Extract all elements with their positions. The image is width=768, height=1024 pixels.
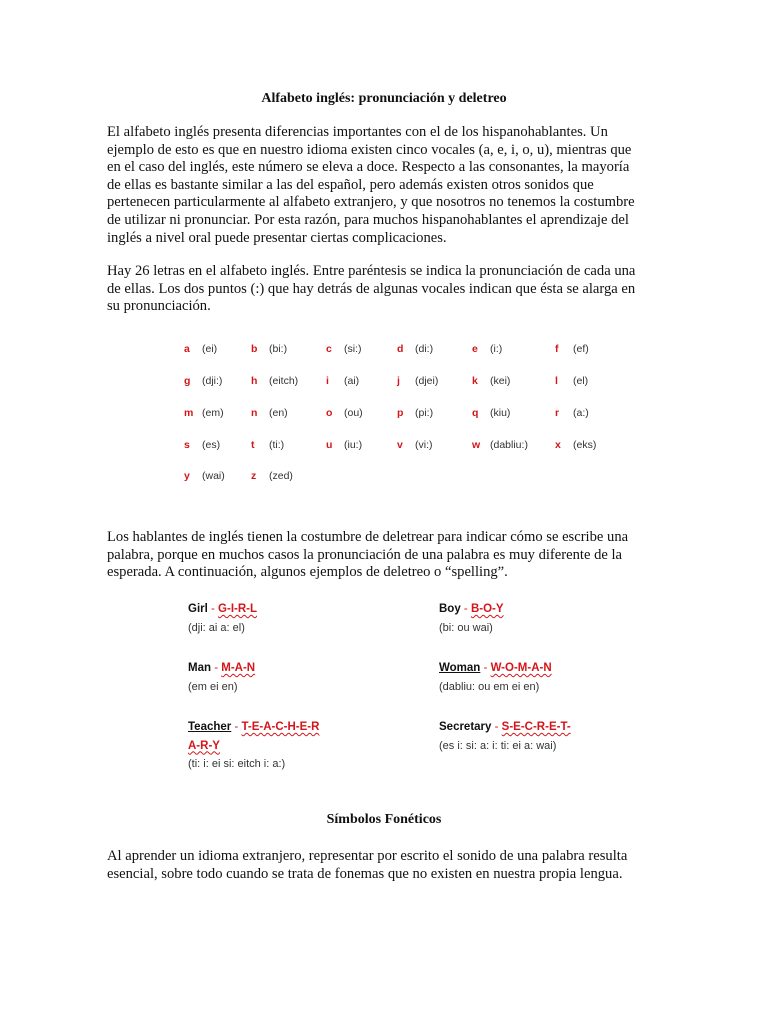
spelling-word: Boy <box>439 603 461 615</box>
alphabet-entry <box>251 375 298 391</box>
alphabet-pronunciation: (kiu) <box>490 407 511 419</box>
text-line: Hay 26 letras en el alfabeto inglés. Entre paréntesis se indica la pronunciación de cada una <box>107 263 636 279</box>
alphabet-letter: q <box>472 407 479 419</box>
document-title: Alfabeto inglés: pronunciación y deletreo <box>261 91 507 106</box>
spelling-word-line <box>188 718 418 737</box>
spelling-word: Man <box>188 662 211 674</box>
alphabet-pronunciation: (eitch) <box>269 375 299 387</box>
phonetic-paragraph <box>107 848 659 883</box>
alphabet-letter: b <box>251 343 258 355</box>
text-line: de ellas es bastante similar a las del español, pero además existen otros sonidos que <box>107 176 594 193</box>
alphabet-letter: a <box>184 343 190 355</box>
alphabet-pronunciation: (es) <box>202 439 221 451</box>
spelling-dash: - <box>211 662 222 674</box>
alphabet-letter: m <box>184 407 194 419</box>
alphabet-entry <box>472 407 510 423</box>
spelling-example <box>439 718 669 755</box>
spelling-pronunciation: (es i: si: a: i: ti: ei a: wai) <box>439 739 557 752</box>
text-line: en el caso del inglés, este número se eleva a doce. Respecto a las consonantes, la mayoría <box>107 159 630 176</box>
alphabet-letter: f <box>555 343 559 355</box>
spelling-pronunciation: (ti: i: ei si: eitch i: a:) <box>188 758 286 771</box>
alphabet-entry <box>472 439 528 455</box>
spelling-pronunciation: (bi: ou wai) <box>439 621 493 634</box>
spelling-word-line <box>188 600 418 619</box>
alphabet-pronunciation: (a:) <box>573 407 589 419</box>
alphabet-pronunciation: (em) <box>202 407 224 419</box>
alphabet-letter: h <box>251 375 258 387</box>
alphabet-letter: o <box>326 407 333 419</box>
section-title: Símbolos Fonéticos <box>326 812 442 827</box>
spelling-example <box>188 659 418 696</box>
alphabet-entry <box>326 407 363 423</box>
text-line: pertenecen particularmente al alfabeto extranjero, y que nosotros no tenemos la costumbre <box>107 194 635 211</box>
spelling-word-line <box>188 659 418 678</box>
alphabet-pronunciation: (ai) <box>344 375 360 387</box>
alphabet-entry <box>251 407 288 423</box>
alphabet-letter: w <box>472 439 481 451</box>
alphabet-pronunciation: (el) <box>573 375 589 387</box>
spelling-word: Teacher <box>188 721 232 733</box>
alphabet-letter: x <box>555 439 561 451</box>
alphabet-pronunciation: (en) <box>269 407 288 419</box>
alphabet-letter: r <box>555 407 560 419</box>
spelling-letters: W-O-M-A-N <box>490 662 552 674</box>
alphabet-entry <box>397 439 433 455</box>
alphabet-pronunciation: (dji:) <box>202 375 223 387</box>
text-line: palabra, porque en muchos casos la pronunciación de una palabra es muy diferente de la <box>107 546 623 563</box>
alphabet-letter: l <box>555 375 558 387</box>
text-line: inglés a nivel oral puede presentar ciertas complicaciones. <box>107 229 447 246</box>
spelling-word: Girl <box>188 603 208 615</box>
spelling-intro-paragraph <box>107 529 659 582</box>
alphabet-pronunciation: (ou) <box>344 407 363 419</box>
text-line: su pronunciación. <box>107 298 211 315</box>
alphabet-entry <box>184 343 217 359</box>
alphabet-letter: j <box>397 375 400 387</box>
alphabet-entry <box>251 470 293 486</box>
intro-paragraph <box>107 124 659 247</box>
alphabet-entry <box>251 343 287 359</box>
spelling-dash: - <box>491 721 502 733</box>
alphabet-entry <box>555 375 588 391</box>
alphabet-letter: c <box>326 343 332 355</box>
spelling-example <box>439 659 669 696</box>
text-line: Al aprender un idioma extranjero, representar por escrito el sonido de una palabra resulta <box>107 848 628 864</box>
spelling-letters: S-E-C-R-E-T- <box>501 721 571 733</box>
alphabet-pronunciation: (pi:) <box>415 407 434 419</box>
alphabet-letter: p <box>397 407 404 419</box>
alphabet-letter: g <box>184 375 191 387</box>
alphabet-letter: i <box>326 375 329 387</box>
alphabet-entry <box>184 407 224 423</box>
alphabet-intro-paragraph <box>107 263 659 316</box>
alphabet-entry <box>472 343 502 359</box>
alphabet-pronunciation: (bi:) <box>269 343 288 355</box>
alphabet-pronunciation: (zed) <box>269 470 293 482</box>
spelling-letters-continued: A-R-Y <box>188 739 220 752</box>
alphabet-pronunciation: (dabliu:) <box>490 439 528 451</box>
alphabet-entry <box>251 439 284 455</box>
alphabet-entry <box>397 343 433 359</box>
alphabet-letter: t <box>251 439 255 451</box>
alphabet-letter: d <box>397 343 404 355</box>
spelling-letters: B-O-Y <box>470 603 504 615</box>
alphabet-pronunciation: (ti:) <box>269 439 285 451</box>
spelling-example <box>188 718 418 774</box>
spelling-word: Woman <box>439 662 481 674</box>
alphabet-pronunciation: (di:) <box>415 343 434 355</box>
alphabet-entry <box>326 375 359 391</box>
spelling-pronunciation: (em ei en) <box>188 680 238 693</box>
alphabet-entry <box>184 439 220 455</box>
alphabet-pronunciation: (vi:) <box>415 439 433 451</box>
alphabet-pronunciation: (iu:) <box>344 439 363 451</box>
text-line: Los hablantes de inglés tienen la costumbre de deletrear para indicar cómo se escribe una <box>107 529 629 545</box>
spelling-pronunciation: (dabliu: ou em ei en) <box>439 680 540 693</box>
text-line: de ellas. Los dos puntos (:) que hay detrás de algunas vocales indican que ésta se alarga en <box>107 280 636 297</box>
spelling-word-line <box>439 659 669 678</box>
alphabet-pronunciation: (djei) <box>415 375 439 387</box>
alphabet-entry <box>555 407 589 423</box>
alphabet-pronunciation: (wai) <box>202 470 225 482</box>
spelling-dash: - <box>480 662 491 674</box>
text-line: esencial, sobre todo cuando se trata de fonemas que no existen en nuestra propia lengua. <box>107 865 623 882</box>
text-line: esperada. A continuación, algunos ejemplos de deletreo o “spelling”. <box>107 564 508 581</box>
spelling-letters: M-A-N <box>221 662 256 674</box>
alphabet-entry <box>472 375 510 391</box>
alphabet-entry <box>555 439 596 455</box>
alphabet-letter: k <box>472 375 478 387</box>
spelling-continuation-line <box>188 737 418 756</box>
spelling-dash: - <box>460 603 471 615</box>
spelling-word-line <box>439 600 669 619</box>
spelling-example <box>188 600 418 637</box>
alphabet-pronunciation: (si:) <box>344 343 362 355</box>
alphabet-entry <box>397 407 433 423</box>
spelling-letters: G-I-R-L <box>218 603 258 615</box>
spelling-word-line <box>439 718 669 737</box>
text-line: ejemplo de esto es que en nuestro idioma existen cinco vocales (a, e, i, o, u), mientras que <box>107 141 632 158</box>
spelling-pronunciation: (dji: ai a: el) <box>188 621 245 634</box>
alphabet-entry <box>184 375 222 391</box>
alphabet-letter: z <box>251 470 257 482</box>
alphabet-letter: e <box>472 343 478 355</box>
alphabet-letter: n <box>251 407 258 419</box>
alphabet-pronunciation: (ei) <box>202 343 218 355</box>
alphabet-letter: v <box>397 439 403 451</box>
spelling-letters: T-E-A-C-H-E-R <box>241 721 320 733</box>
alphabet-pronunciation: (ef) <box>573 343 589 355</box>
spelling-word: Secretary <box>439 721 492 733</box>
alphabet-letter: u <box>326 439 333 451</box>
text-line: El alfabeto inglés presenta diferencias importantes con el de los hispanohablantes. Un <box>107 124 608 140</box>
alphabet-entry <box>326 439 362 455</box>
alphabet-pronunciation: (kei) <box>490 375 511 387</box>
alphabet-entry <box>326 343 362 359</box>
text-line: de utilizar ni pronunciar. Por esta razón, para muchos hispanohablantes el aprendizaje del <box>107 211 629 228</box>
alphabet-pronunciation: (i:) <box>490 343 503 355</box>
alphabet-letter: s <box>184 439 190 451</box>
alphabet-entry <box>397 375 438 391</box>
alphabet-pronunciation: (eks) <box>573 439 597 451</box>
spelling-example <box>439 600 669 637</box>
spelling-dash: - <box>207 603 219 615</box>
alphabet-entry <box>184 470 225 486</box>
alphabet-entry <box>555 343 589 359</box>
alphabet-letter: y <box>184 470 190 482</box>
spelling-dash: - <box>231 721 242 733</box>
